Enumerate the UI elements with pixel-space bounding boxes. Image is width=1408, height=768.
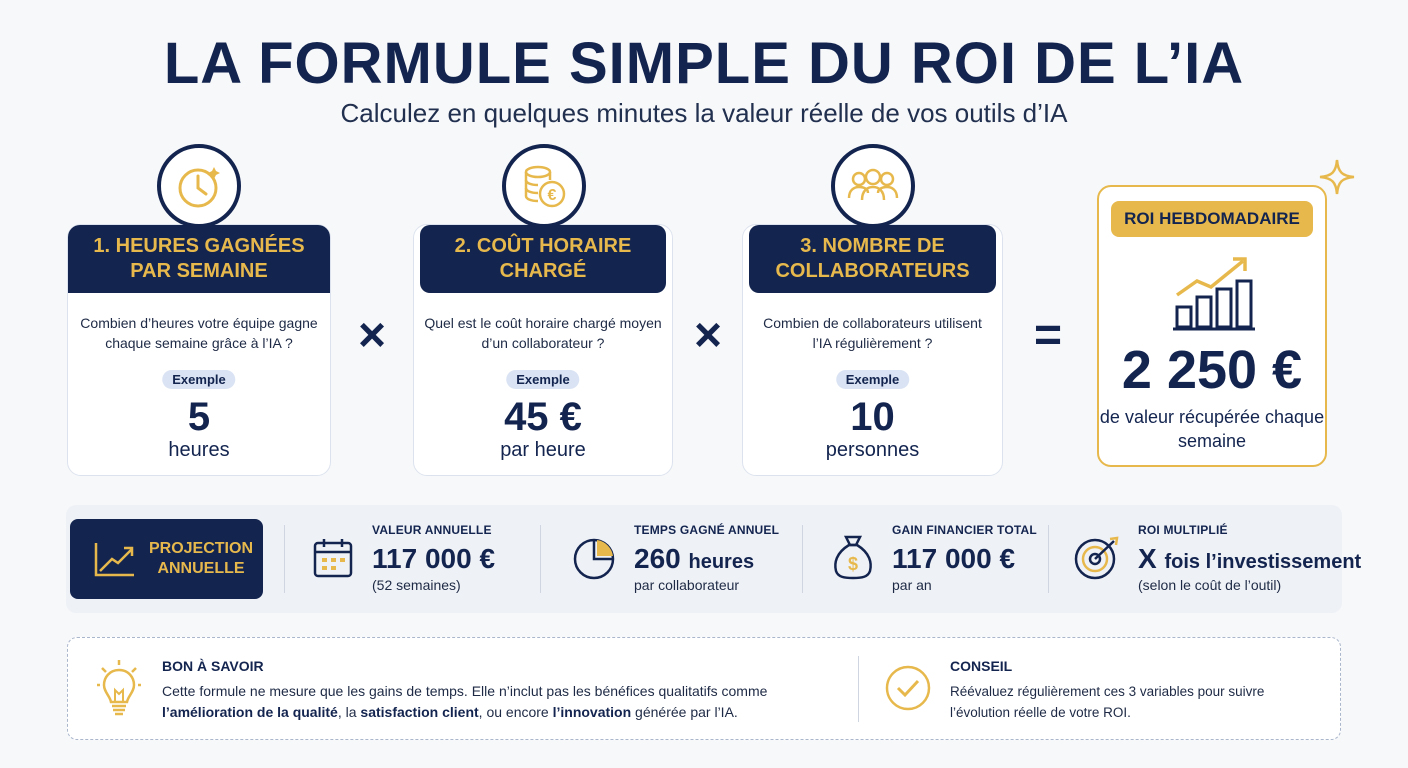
svg-text:$: $ bbox=[847, 554, 859, 574]
calendar-icon bbox=[312, 537, 354, 584]
clock-icon bbox=[157, 144, 241, 228]
roi-result-box bbox=[1097, 185, 1327, 467]
tips-box bbox=[67, 637, 1341, 740]
card-unit: personnes bbox=[825, 439, 920, 461]
card-hours-saved bbox=[67, 224, 331, 476]
pie-chart-icon bbox=[572, 537, 616, 586]
people-icon bbox=[831, 144, 915, 228]
example-chip: Exemple bbox=[162, 370, 235, 389]
projection-badge bbox=[70, 519, 263, 599]
advice-title: CONSEIL bbox=[950, 658, 1013, 674]
text-fragment: , la bbox=[337, 704, 361, 720]
stat-sub: par collaborateur bbox=[634, 577, 740, 593]
card-question: Combien d’heures votre équipe gagne chaque semaine grâce à l’IA ? bbox=[80, 315, 318, 351]
target-icon bbox=[1074, 535, 1120, 586]
emphasis-quality: l’amélioration de la qualité bbox=[162, 704, 338, 720]
stat-label: GAIN FINANCIER TOTAL bbox=[892, 523, 1037, 537]
card-title: 3. NOMBRE DE COLLABORATEURS bbox=[749, 225, 996, 293]
page-title: LA FORMULE SIMPLE DU ROI DE L’IA bbox=[163, 31, 1245, 96]
stat-roi-multiplied bbox=[1138, 523, 1361, 593]
stat-value: X bbox=[1138, 543, 1157, 574]
stat-value-suffix: heures bbox=[688, 551, 755, 573]
stat-value-suffix: fois l’investissement bbox=[1164, 551, 1362, 573]
card-value: 10 bbox=[850, 395, 895, 439]
svg-text:€: € bbox=[547, 187, 557, 204]
sparkle-icon bbox=[1318, 158, 1356, 201]
divider bbox=[1048, 525, 1049, 593]
text-fragment: , ou encore bbox=[478, 704, 553, 720]
card-value: 5 bbox=[187, 395, 211, 439]
equals-operator: = bbox=[1033, 309, 1063, 362]
emphasis-innovation: l’innovation bbox=[552, 704, 632, 720]
divider bbox=[802, 525, 803, 593]
check-circle-icon bbox=[884, 664, 932, 717]
advice-line: Réévaluez régulièrement ces 3 variables pour suivre bbox=[950, 684, 1265, 699]
stat-value: 117 000 € bbox=[892, 543, 1016, 574]
good-to-know-line: Cette formule ne mesure que les gains de temps. Elle n’inclut pas les bénéfices qualitatifs comme bbox=[162, 683, 768, 699]
card-unit: par heure bbox=[500, 439, 586, 461]
roi-badge: ROI HEBDOMADAIRE bbox=[1111, 201, 1313, 237]
good-to-know-title: BON À SAVOIR bbox=[162, 658, 264, 674]
stat-sub: (52 semaines) bbox=[372, 577, 461, 593]
emphasis-satisfaction: satisfaction client bbox=[360, 704, 479, 720]
card-question: Quel est le coût horaire chargé moyen d’un collaborateur ? bbox=[424, 315, 662, 351]
card-collaborators bbox=[742, 224, 1003, 476]
divider bbox=[540, 525, 541, 593]
growth-chart-icon bbox=[1173, 255, 1255, 338]
multiply-operator: × bbox=[693, 309, 723, 362]
coins-euro-icon bbox=[502, 144, 586, 228]
projection-label: PROJECTION ANNUELLE bbox=[148, 540, 253, 577]
divider bbox=[858, 656, 859, 722]
card-value: 45 € bbox=[504, 395, 582, 439]
card-unit: heures bbox=[168, 439, 230, 461]
page-subtitle: Calculez en quelques minutes la valeur réelle de vos outils d’IA bbox=[340, 98, 1068, 128]
roi-value: 2 250 € bbox=[1121, 340, 1303, 400]
example-chip: Exemple bbox=[836, 370, 909, 389]
stat-annual-value bbox=[372, 523, 495, 593]
advice-line: l’évolution réelle de votre ROI. bbox=[950, 705, 1131, 720]
lightbulb-icon bbox=[96, 658, 142, 723]
good-to-know-text bbox=[162, 681, 852, 723]
money-bag-icon bbox=[832, 533, 874, 586]
stat-sub: par an bbox=[892, 577, 932, 593]
example-chip: Exemple bbox=[506, 370, 579, 389]
stat-label: ROI MULTIPLIÉ bbox=[1138, 523, 1228, 537]
stat-total-gain bbox=[892, 523, 1037, 593]
card-title: 2. COÛT HORAIRE CHARGÉ bbox=[420, 225, 666, 293]
multiply-operator: × bbox=[357, 309, 387, 362]
divider bbox=[284, 525, 285, 593]
card-hourly-cost bbox=[413, 224, 673, 476]
trend-up-icon bbox=[94, 541, 136, 582]
stat-value: 260 bbox=[634, 543, 681, 574]
roi-description: de valeur récupérée chaque semaine bbox=[1099, 407, 1325, 451]
card-title: 1. HEURES GAGNÉES PAR SEMAINE bbox=[68, 225, 330, 293]
stat-sub: (selon le coût de l’outil) bbox=[1138, 577, 1282, 593]
text-fragment: générée par l’IA. bbox=[631, 704, 738, 720]
advice-text bbox=[950, 681, 1320, 723]
card-question: Combien de collaborateurs utilisent l’IA régulièrement ? bbox=[763, 315, 982, 351]
stat-label: TEMPS GAGNÉ ANNUEL bbox=[634, 523, 780, 537]
annual-projection-band bbox=[66, 505, 1362, 613]
stat-label: VALEUR ANNUELLE bbox=[372, 523, 492, 537]
stat-value: 117 000 € bbox=[372, 543, 496, 574]
stat-time-saved bbox=[634, 523, 779, 593]
